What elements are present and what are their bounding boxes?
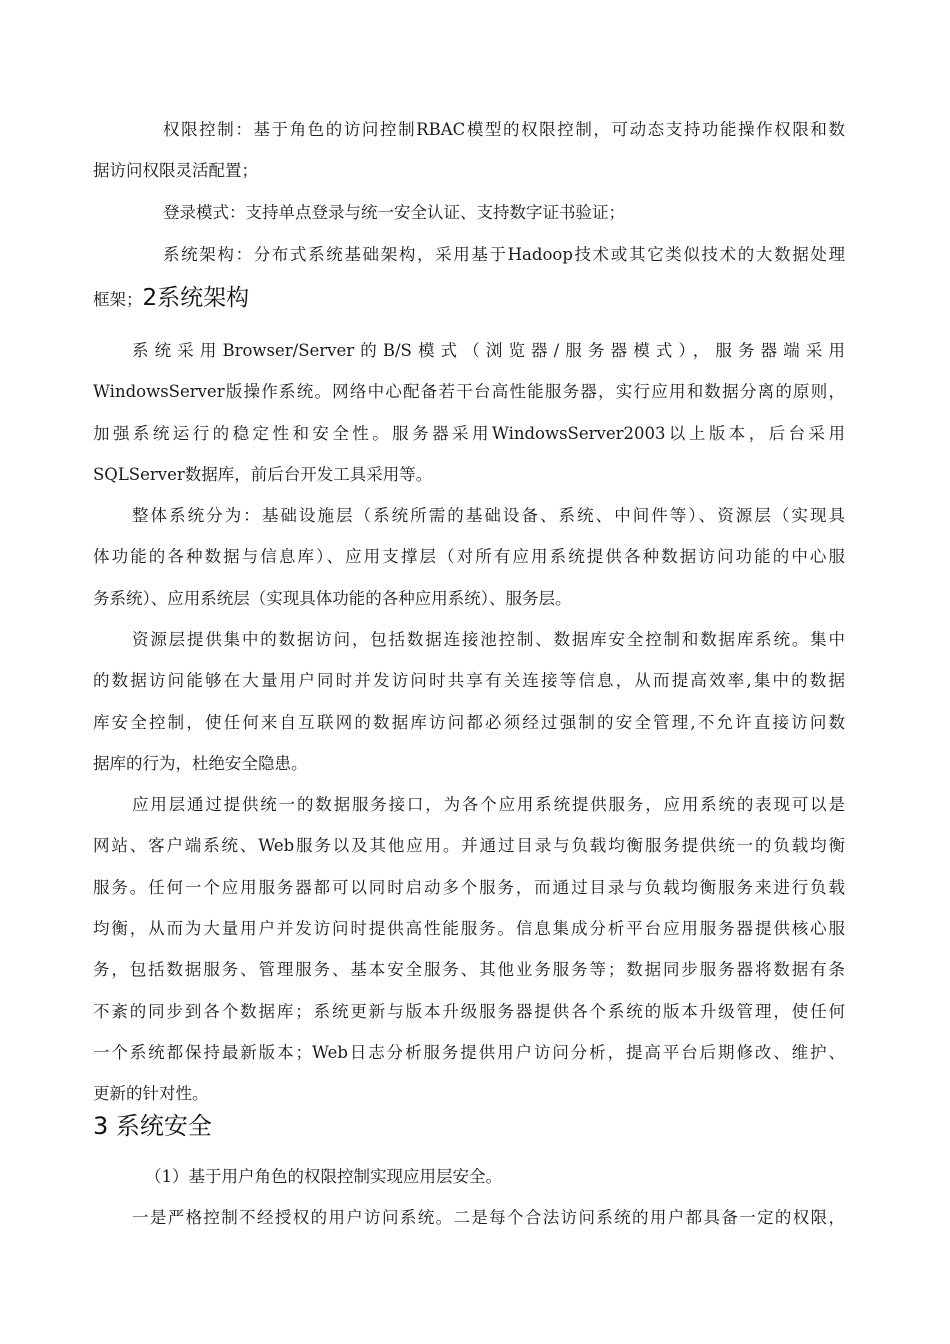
section2-p1-line-1: 系统采用Browser/Server的B/S模式（浏览器/服务器模式），服务器端采用: [132, 341, 845, 360]
section2-p4-line-6: 不紊的同步到各个数据库；系统更新与版本升级服务器提供各个系统的版本升级管理，使任何: [93, 1002, 845, 1021]
section3-item-1: （1）基于用户角色的权限控制实现应用层安全。: [145, 1167, 502, 1186]
section2-p2-line-2: 体功能的各种数据与信息库）、应用支撑层（对所有应用系统提供各种数据访问功能的中心服: [93, 547, 845, 566]
section2-p1-line-3: 加强系统运行的稳定性和安全性。服务器采用WindowsServer2003以上版本，后台采用: [93, 424, 845, 443]
intro-line-1: 权限控制：基于角色的访问控制RBAC模型的权限控制，可动态支持功能操作权限和数: [163, 120, 845, 139]
section2-p2-line-1: 整体系统分为：基础设施层（系统所需的基础设备、系统、中间件等）、资源层（实现具: [132, 506, 845, 525]
intro-line-4: 系统架构：分布式系统基础架构，采用基于Hadoop技术或其它类似技术的大数据处理: [163, 245, 845, 264]
intro-line-3: 登录模式：支持单点登录与统一安全认证、支持数字证书验证；: [163, 203, 625, 222]
section2-p4-line-8: 更新的针对性。: [93, 1084, 209, 1103]
section2-p4-line-5: 务，包括数据服务、管理服务、基本安全服务、其他业务服务等；数据同步服务器将数据有条: [93, 960, 845, 979]
section2-p3-line-1: 资源层提供集中的数据访问，包括数据连接池控制、数据库安全控制和数据库系统。集中: [132, 630, 845, 649]
section2-p4-line-4: 均衡，从而为大量用户并发访问时提供高性能服务。信息集成分析平台应用服务器提供核心服: [93, 919, 845, 938]
section2-p3-line-2: 的数据访问能够在大量用户同时并发访问时共享有关连接等信息，从而提高效率,集中的数据: [93, 671, 845, 690]
section3-p1-line-1: 一是严格控制不经授权的用户访问系统。二是每个合法访问系统的用户都具备一定的权限，: [132, 1208, 845, 1227]
section-3-heading: 3 系统安全: [93, 1112, 212, 1140]
section2-p4-line-7: 一个系统都保持最新版本；Web日志分析服务提供用户访问分析，提高平台后期修改、维护、: [93, 1043, 845, 1062]
intro-line-5: [93, 283, 845, 315]
section2-p2-line-3: 务系统）、应用系统层（实现具体功能的各种应用系统）、服务层。: [93, 589, 572, 608]
section2-p3-line-4: 据库的行为，杜绝安全隐患。: [93, 754, 308, 773]
section2-p4-line-2: 网站、客户端系统、Web服务以及其他应用。并通过目录与负载均衡服务提供统一的负载均衡: [93, 836, 845, 855]
section2-p3-line-3: 库安全控制，使任何来自互联网的数据库访问都必须经过强制的安全管理,不允许直接访问数: [93, 713, 845, 732]
section2-p4-line-3: 服务。任何一个应用服务器都可以同时启动多个服务，而通过目录与负载均衡服务来进行负载: [93, 878, 845, 897]
intro-line-2: 据访问权限灵活配置；: [93, 161, 258, 180]
section2-p1-line-4: SQLServer数据库，前后台开发工具采用等。: [93, 465, 433, 484]
section2-p4-line-1: 应用层通过提供统一的数据服务接口，为各个应用系统提供服务，应用系统的表现可以是: [132, 795, 845, 814]
section2-p1-line-2: WindowsServer版操作系统。网络中心配备若干台高性能服务器，实行应用和数据分离的原则，: [93, 382, 845, 401]
section-2-heading: 2系统架构: [142, 285, 250, 311]
intro-line-5-prefix: 框架；: [93, 290, 143, 309]
